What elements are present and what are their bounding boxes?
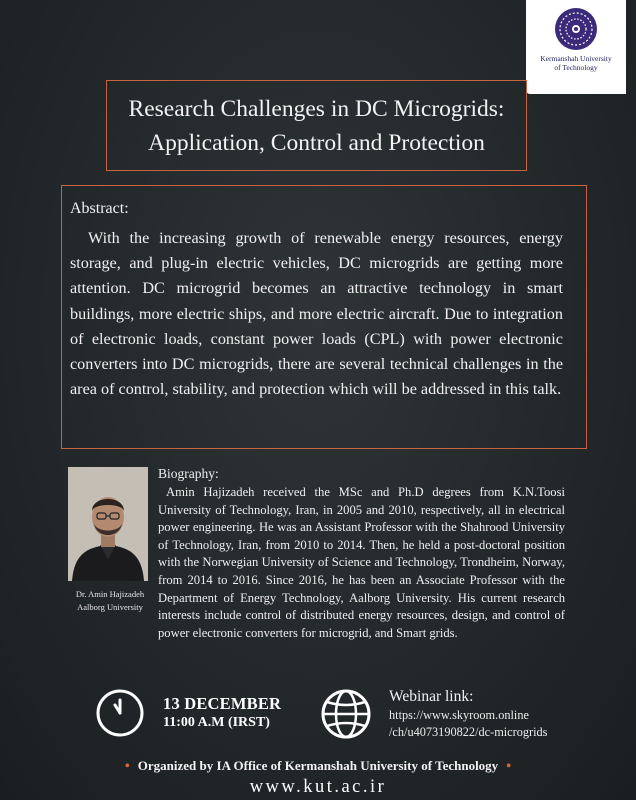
speaker-caption	[68, 588, 152, 614]
speaker-portrait-icon	[68, 467, 148, 581]
bullet-dot-icon: •	[124, 759, 130, 774]
logo-text-line2: of Technology	[554, 63, 598, 72]
event-time: 11:00 A.M (IRST)	[163, 715, 270, 730]
logo-text-line1: Kermanshah University	[540, 54, 612, 63]
bullet-dot-icon: •	[506, 759, 512, 774]
webinar-url-line2[interactable]: /ch/u4073190822/dc-microgrids	[389, 725, 548, 739]
speaker-photo	[68, 467, 148, 581]
title-line-1: Research Challenges in DC Microgrids:	[128, 95, 505, 122]
organizer-line	[0, 758, 636, 775]
biography-heading: Biography:	[158, 466, 219, 481]
webinar-link[interactable]	[389, 707, 547, 741]
speaker-affiliation: Aalborg University	[77, 602, 143, 612]
organizer-text: Organized by IA Office of Kermanshah University of Technology	[137, 758, 499, 773]
speaker-name: Dr. Amin Hajizadeh	[75, 589, 145, 599]
university-emblem-icon	[553, 6, 599, 52]
abstract-heading: Abstract:	[70, 200, 129, 217]
webinar-label: Webinar link:	[389, 688, 474, 705]
title-line-2: Application, Control and Protection	[148, 129, 485, 156]
abstract-text: With the increasing growth of renewable energy resources, energy storage, and plug-in electric vehicles, DC microgrids are getting more attention. DC microgrid becomes an attractive technology in smart buildings, more electric ships, and more electric aircraft. Due to integration of electronic loads, constant power loads (CPL) with power electronic converters into DC microgrids, there are several technical challenges in the area of control, stability, and protection which will be addressed in this talk.	[70, 229, 563, 399]
event-datetime	[163, 694, 281, 731]
event-date: 13 DECEMBER	[163, 694, 282, 713]
title-box	[106, 80, 527, 171]
university-logo	[526, 0, 626, 94]
website-link[interactable]: www.kut.ac.ir	[249, 777, 387, 797]
globe-icon	[320, 688, 372, 744]
biography-text: Amin Hajizadeh received the MSc and Ph.D degrees from K.N.Toosi University of Technology, Iran, in 2005 and 2010, respectively, all in electrical power engineering. He was an Assistant Professor with the Shahrood University of Technology, Iran, from 2010 to 2014. Then, he held a post-doctoral position with the Norwegian University of Science and Technology, Trondheim, Norway, from 2014 to 2016. Since 2016, he has been an Associate Professor with the Department of Energy Technology, Aalborg University. His current research interests include control of distributed energy resources, design, and control of power electronic converters for microgrid, and Smart grids.	[158, 485, 565, 640]
webinar-url-line1[interactable]: https://www.skyroom.online	[389, 708, 529, 722]
clock-icon	[95, 688, 145, 742]
webinar-info	[389, 688, 547, 741]
